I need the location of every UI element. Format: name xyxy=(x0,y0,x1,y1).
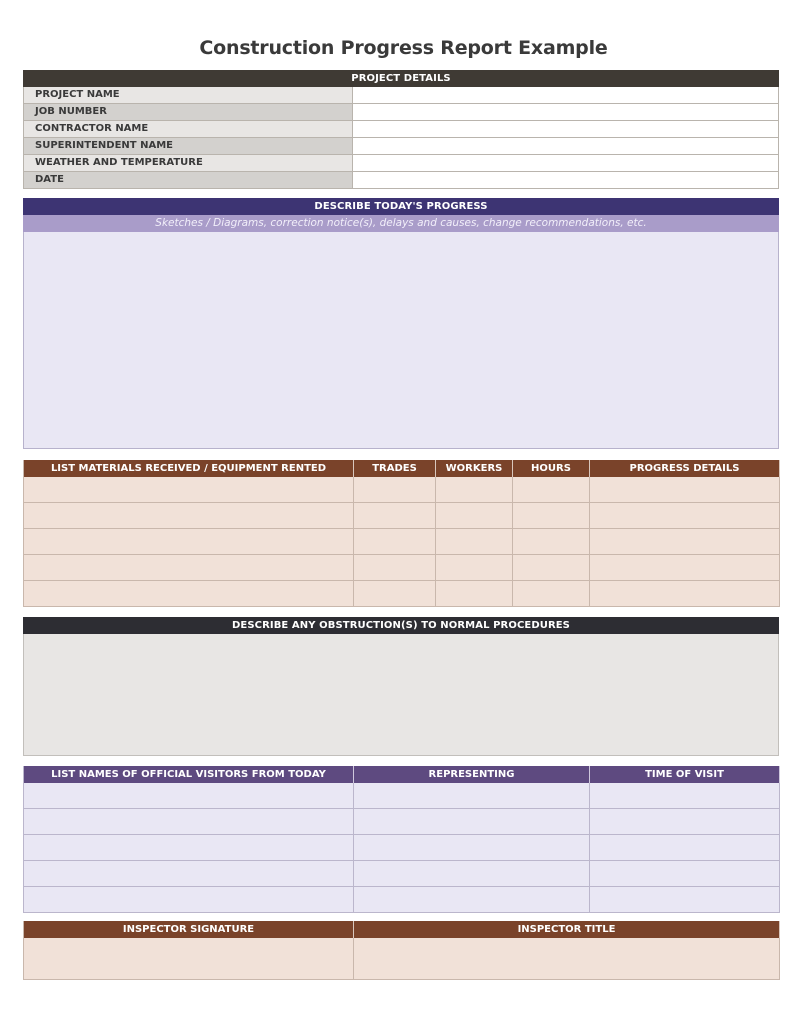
progress-details-cell[interactable] xyxy=(590,581,780,607)
project-name-row xyxy=(23,87,779,104)
workers-column-header: WORKERS xyxy=(436,460,513,477)
visitor-name-cell[interactable] xyxy=(24,809,354,835)
trades-cell[interactable] xyxy=(354,529,436,555)
trades-column-header: TRADES xyxy=(354,460,436,477)
hours-cell[interactable] xyxy=(513,555,590,581)
workers-cell[interactable] xyxy=(436,581,513,607)
representing-cell[interactable] xyxy=(354,783,590,809)
inspector-signature-field[interactable] xyxy=(24,938,354,980)
weather-temperature-field[interactable] xyxy=(353,155,779,171)
project-details-section xyxy=(23,70,779,189)
superintendent-name-row xyxy=(23,138,779,155)
time-of-visit-cell[interactable] xyxy=(590,887,780,913)
representing-cell[interactable] xyxy=(354,887,590,913)
time-of-visit-cell[interactable] xyxy=(590,861,780,887)
visitor-name-cell[interactable] xyxy=(24,835,354,861)
visitors-table xyxy=(23,766,779,913)
workers-cell[interactable] xyxy=(436,477,513,503)
project-details-header: PROJECT DETAILS xyxy=(23,70,779,87)
materials-section xyxy=(23,460,779,607)
page-title: Construction Progress Report Example xyxy=(199,37,608,59)
time-of-visit-column-header: TIME OF VISIT xyxy=(590,766,780,783)
visitors-section xyxy=(23,766,779,913)
hours-cell[interactable] xyxy=(513,529,590,555)
job-number-field[interactable] xyxy=(353,104,779,120)
visitor-name-cell[interactable] xyxy=(24,783,354,809)
weather-temperature-label: WEATHER AND TEMPERATURE xyxy=(23,155,353,171)
weather-temperature-row xyxy=(23,155,779,172)
representing-cell[interactable] xyxy=(354,835,590,861)
superintendent-name-label: SUPERINTENDENT NAME xyxy=(23,138,353,154)
contractor-name-row xyxy=(23,121,779,138)
visitor-name-cell[interactable] xyxy=(24,887,354,913)
trades-cell[interactable] xyxy=(354,477,436,503)
inspector-title-field[interactable] xyxy=(354,938,780,980)
progress-header: DESCRIBE TODAY'S PROGRESS xyxy=(23,198,779,215)
project-name-field[interactable] xyxy=(353,87,779,103)
inspector-table xyxy=(23,921,779,980)
hours-column-header: HOURS xyxy=(513,460,590,477)
time-of-visit-cell[interactable] xyxy=(590,809,780,835)
progress-details-cell[interactable] xyxy=(590,555,780,581)
trades-cell[interactable] xyxy=(354,555,436,581)
inspector-title-header: INSPECTOR TITLE xyxy=(354,921,780,938)
workers-cell[interactable] xyxy=(436,529,513,555)
obstructions-text-area[interactable] xyxy=(23,634,779,756)
materials-cell[interactable] xyxy=(24,503,354,529)
inspector-signature-header: INSPECTOR SIGNATURE xyxy=(24,921,354,938)
time-of-visit-cell[interactable] xyxy=(590,783,780,809)
hours-cell[interactable] xyxy=(513,581,590,607)
materials-cell[interactable] xyxy=(24,555,354,581)
progress-text-area[interactable] xyxy=(23,232,779,449)
materials-table xyxy=(23,460,779,607)
contractor-name-field[interactable] xyxy=(353,121,779,137)
project-name-label: PROJECT NAME xyxy=(23,87,353,103)
representing-cell[interactable] xyxy=(354,861,590,887)
visitor-names-column-header: LIST NAMES OF OFFICIAL VISITORS FROM TODAY xyxy=(24,766,354,783)
materials-cell[interactable] xyxy=(24,581,354,607)
representing-cell[interactable] xyxy=(354,809,590,835)
superintendent-name-field[interactable] xyxy=(353,138,779,154)
workers-cell[interactable] xyxy=(436,555,513,581)
date-row xyxy=(23,172,779,189)
progress-section xyxy=(23,198,779,449)
contractor-name-label: CONTRACTOR NAME xyxy=(23,121,353,137)
progress-details-cell[interactable] xyxy=(590,503,780,529)
hours-cell[interactable] xyxy=(513,477,590,503)
progress-details-cell[interactable] xyxy=(590,477,780,503)
date-label: DATE xyxy=(23,172,353,188)
time-of-visit-cell[interactable] xyxy=(590,835,780,861)
progress-details-cell[interactable] xyxy=(590,529,780,555)
representing-column-header: REPRESENTING xyxy=(354,766,590,783)
inspector-section xyxy=(23,921,779,980)
progress-subheader: Sketches / Diagrams, correction notice(s), delays and causes, change recommendations, etc. xyxy=(23,215,779,232)
obstructions-section xyxy=(23,617,779,756)
progress-details-column-header: PROGRESS DETAILS xyxy=(590,460,780,477)
materials-column-header: LIST MATERIALS RECEIVED / EQUIPMENT RENTED xyxy=(24,460,354,477)
workers-cell[interactable] xyxy=(436,503,513,529)
obstructions-header: DESCRIBE ANY OBSTRUCTION(S) TO NORMAL PROCEDURES xyxy=(23,617,779,634)
hours-cell[interactable] xyxy=(513,503,590,529)
trades-cell[interactable] xyxy=(354,581,436,607)
job-number-row xyxy=(23,104,779,121)
date-field[interactable] xyxy=(353,172,779,188)
job-number-label: JOB NUMBER xyxy=(23,104,353,120)
materials-cell[interactable] xyxy=(24,529,354,555)
visitor-name-cell[interactable] xyxy=(24,861,354,887)
trades-cell[interactable] xyxy=(354,503,436,529)
materials-cell[interactable] xyxy=(24,477,354,503)
